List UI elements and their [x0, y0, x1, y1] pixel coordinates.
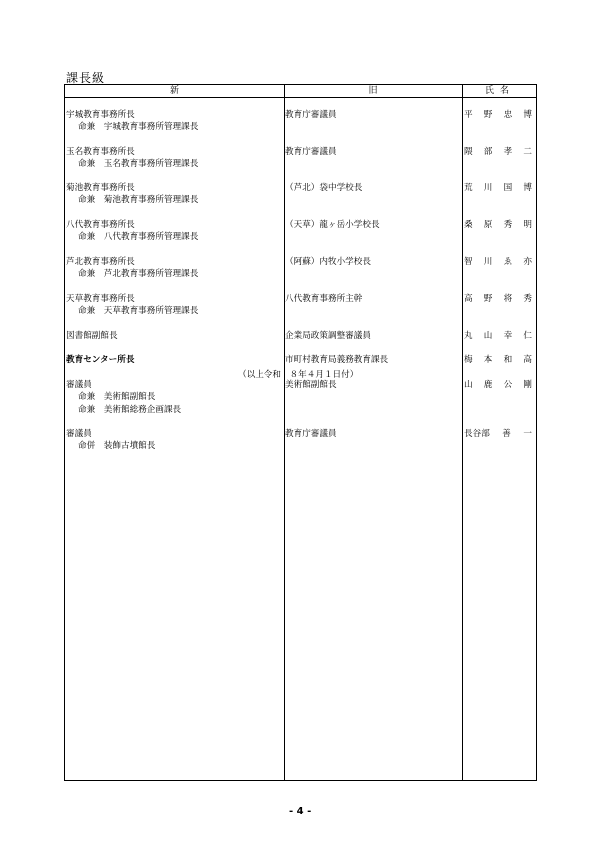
name-char: 桑 [464, 220, 473, 230]
name-cell [464, 428, 536, 440]
name-char: 野 [483, 110, 493, 120]
old-post-cell: 市町村教育局義務教育課長 [285, 355, 389, 365]
new-post-cell [66, 330, 282, 342]
name-char: 公 [503, 380, 513, 390]
new-post-cell [66, 354, 282, 366]
name-char: 剛 [523, 380, 532, 390]
new-post-line: 命兼 美術館総務企画課長 [78, 404, 182, 415]
name-char: 川 [483, 257, 493, 267]
new-post-line: 菊池教育事務所長 [66, 183, 135, 193]
name-char: 仁 [523, 331, 532, 341]
new-post-line: 玉名教育事務所長 [66, 147, 135, 157]
name-char: 幸 [503, 331, 513, 341]
name-cell [464, 354, 536, 366]
name-cell [464, 109, 536, 121]
new-post-line: 教育センター所長 [66, 355, 135, 365]
effective-date-note: （以上令和 ８年４月１日付） [238, 370, 359, 380]
name-char: 鹿 [483, 380, 493, 390]
name-cell [464, 379, 536, 391]
name-char: 野 [483, 294, 493, 304]
old-post-cell: （天草）龍ヶ岳小学校長 [285, 220, 380, 230]
old-post-cell: 教育庁審議員 [285, 110, 337, 120]
name-char: 高 [523, 355, 532, 365]
name-char: 博 [523, 110, 532, 120]
name-char: 和 [503, 355, 513, 365]
name-char: 高 [464, 294, 473, 304]
new-post-cell [66, 182, 282, 207]
page-number: - 4 - [289, 806, 312, 817]
column-divider [462, 85, 463, 780]
name-char: 秀 [503, 220, 513, 230]
name-char: 長谷部 [464, 429, 490, 439]
name-char: 荒 [464, 183, 473, 193]
new-post-cell [66, 293, 282, 318]
new-post-line: 八代教育事務所長 [66, 220, 135, 230]
name-char: 秀 [523, 294, 532, 304]
new-post-line: 図書館副館長 [66, 331, 118, 341]
name-cell [464, 146, 536, 158]
name-char: 川 [483, 183, 493, 193]
name-char: 丸 [464, 331, 473, 341]
new-post-line: 命兼 美術館副館長 [78, 392, 156, 403]
header-name: 氏名 [484, 86, 515, 96]
new-post-line: 命兼 八代教育事務所管理課長 [78, 232, 199, 243]
new-post-line: 命兼 宇城教育事務所管理課長 [78, 122, 199, 133]
name-cell [464, 330, 536, 342]
header-divider [65, 97, 536, 98]
name-char: 国 [503, 183, 513, 193]
name-cell [464, 219, 536, 231]
new-post-line: 審議員 [66, 380, 92, 390]
old-post-cell: （阿蘇）内牧小学校長 [285, 257, 371, 267]
name-char: 明 [523, 220, 532, 230]
new-post-cell [66, 379, 282, 416]
name-char: 一 [523, 429, 532, 439]
new-post-line: 命兼 芦北教育事務所管理課長 [78, 269, 199, 280]
name-char: 亦 [523, 257, 532, 267]
name-cell [464, 293, 536, 305]
name-char: 山 [464, 380, 473, 390]
new-post-cell [66, 256, 282, 281]
personnel-table [64, 84, 537, 781]
name-char: 忠 [503, 110, 513, 120]
new-post-line: 命兼 天草教育事務所管理課長 [78, 306, 199, 317]
name-char: 梅 [464, 355, 473, 365]
name-char: 二 [523, 147, 532, 157]
new-post-line: 芦北教育事務所長 [66, 257, 135, 267]
name-char: 平 [464, 110, 473, 120]
name-char: 智 [464, 257, 473, 267]
new-post-cell [66, 109, 282, 134]
old-post-cell: 企業局政策調整審議員 [285, 331, 371, 341]
name-char: 善 [502, 429, 511, 439]
new-post-line: 天草教育事務所長 [66, 294, 135, 304]
new-post-cell [66, 146, 282, 171]
name-char: 孝 [503, 147, 513, 157]
old-post-cell: 教育庁審議員 [285, 147, 337, 157]
new-post-line: 宇城教育事務所長 [66, 110, 135, 120]
name-cell [464, 182, 536, 194]
name-char: 原 [483, 220, 493, 230]
old-post-cell: （芦北）袋中学校長 [285, 183, 363, 193]
name-char: 将 [503, 294, 513, 304]
name-char: 本 [483, 355, 493, 365]
new-post-line: 命兼 玉名教育事務所管理課長 [78, 159, 199, 170]
new-post-line: 審議員 [66, 429, 92, 439]
name-char: 隈 [464, 147, 473, 157]
new-post-line: 命兼 菊池教育事務所管理課長 [78, 195, 199, 206]
name-char: 部 [483, 147, 493, 157]
old-post-cell: 教育庁審議員 [285, 429, 337, 439]
name-char: 博 [523, 183, 532, 193]
section-title: 課長級 [66, 71, 106, 85]
header-new: 新 [169, 86, 179, 96]
header-old: 旧 [368, 86, 378, 96]
old-post-cell: 美術館副館長 [285, 380, 337, 390]
name-char: ゑ [503, 257, 513, 267]
old-post-cell: 八代教育事務所主幹 [285, 294, 363, 304]
new-post-line: 命併 装飾古墳館長 [78, 441, 156, 452]
name-cell [464, 256, 536, 268]
name-char: 山 [483, 331, 493, 341]
new-post-cell [66, 428, 282, 453]
new-post-cell [66, 219, 282, 244]
